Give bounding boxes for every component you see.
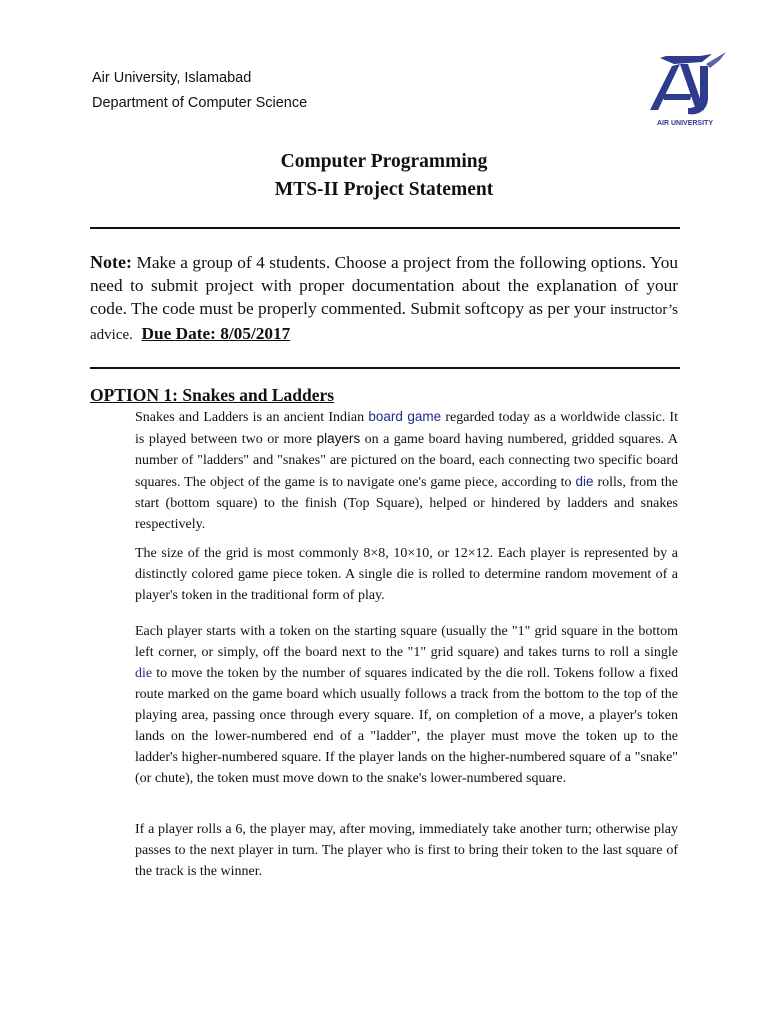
paragraph-rules: Each player starts with a token on the starting square (usually the "1" grid square in the bottom left corner, or simply, off the board next to the "1" grid square) and takes turns to roll a single die to move the token by the number of squares indicated by the die roll. Tokens follow a fixed route marked on the game board which usually follows a track from the bottom to the top of the playing area, passing once through every square. If, on completion of a move, a player's token lands on the lower-numbered end of a "ladder", the player must move the token up to the ladder's higher-numbered square. If the player lands on the higher-numbered square of a "snake" (or chute), the token must move down to the snake's lower-numbered square. (135, 624, 678, 786)
link-players[interactable]: players (316, 431, 361, 446)
university-logo (640, 50, 730, 130)
note-instructor: instructor’s advice. (90, 302, 678, 343)
link-die-2[interactable]: die (135, 666, 153, 681)
note-text: Make a group of 4 students. Choose a project from the following options. You need to submit project with proper documentation about the explanation of your code. The code must be properly commented. Submit softcopy as per your (90, 253, 678, 318)
note-paragraph (90, 251, 678, 347)
department-name: Department of Computer Science (92, 95, 308, 111)
course-title: Computer Programming (280, 151, 488, 172)
option-title: OPTION 1: Snakes and Ladders (90, 385, 335, 405)
paragraph-grid: The size of the grid is most commonly 8×8, 10×10, or 12×12. Each player is represented by a distinctly colored game piece token. A single die is rolled to determine random movement of a player's token in the traditional form of play. (135, 546, 678, 603)
logo-text: AIR UNIVERSITY (656, 120, 714, 127)
institution-name: Air University, Islamabad (92, 70, 252, 86)
link-die[interactable]: die (575, 474, 594, 489)
divider-bottom (90, 367, 680, 369)
link-board-game[interactable]: board game (368, 409, 442, 424)
document-title: MTS-II Project Statement (274, 179, 494, 200)
divider-top (90, 227, 680, 229)
due-date: Due Date: 8/05/2017 (141, 324, 291, 343)
note-label: Note: (90, 252, 132, 272)
paragraph-winner: If a player rolls a 6, the player may, after moving, immediately take another turn; otherwise play passes to the next player in turn. The player who is first to bring their token to the last square of the track is the winner. (135, 822, 678, 879)
paragraph-intro: Snakes and Ladders is an ancient Indian board game regarded today as a worldwide classic. It is played between two or more players on a game board having numbered, gridded squares. A number of "ladders" and "snakes" are pictured on the board, each connecting two specific board squares. The object of the game is to navigate one's game piece, according to die rolls, from the start (bottom square) to the finish (Top Square), helped or hindered by ladders and snakes respectively. (135, 409, 678, 532)
